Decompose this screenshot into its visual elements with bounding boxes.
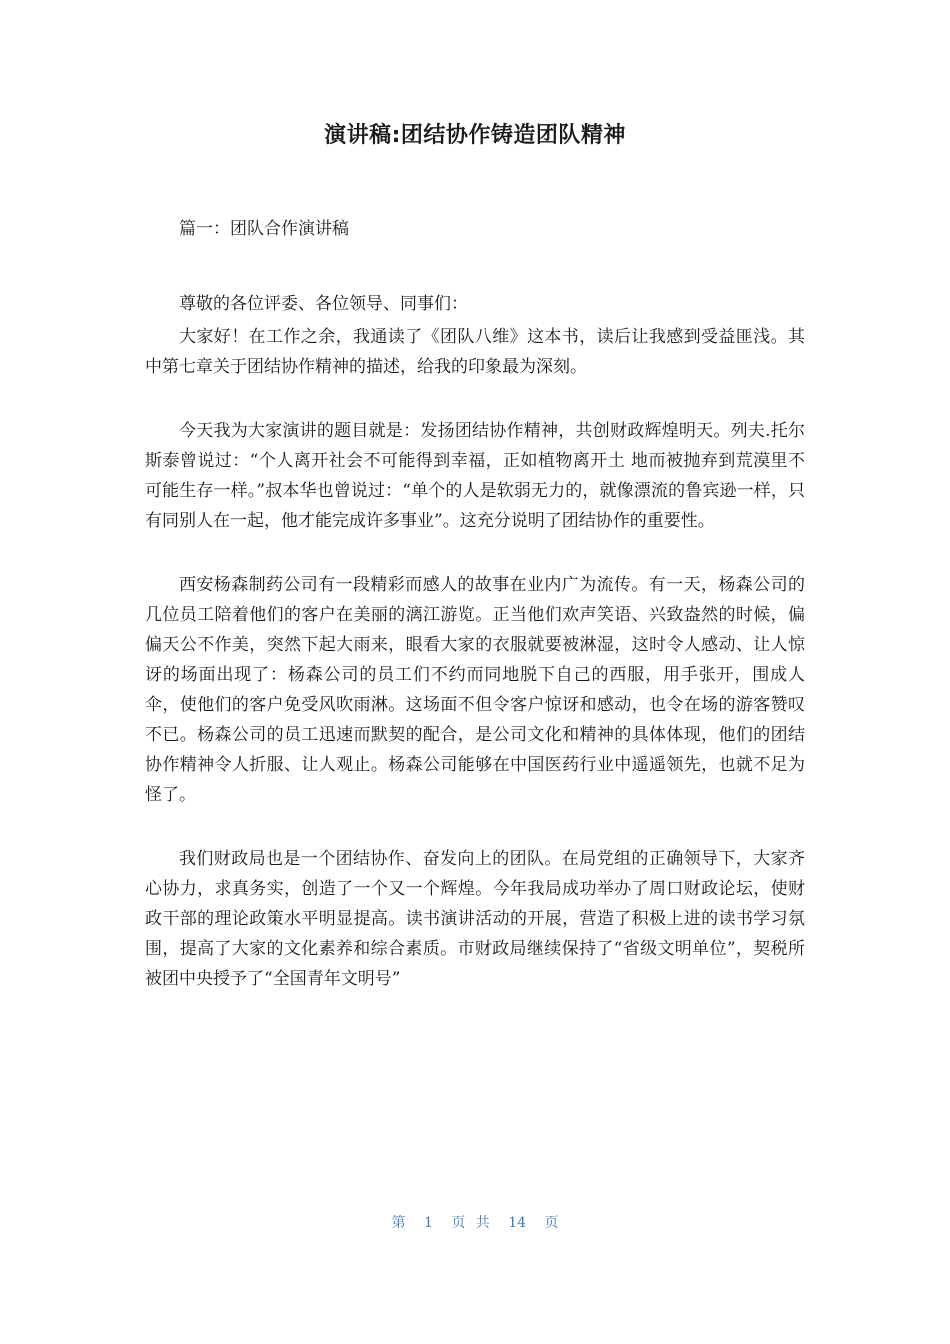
paragraph-4: 我们财政局也是一个团结协作、奋发向上的团队。在局党组的正确领导下，大家齐心协力，求真务实，创造了一个又一个辉煌。今年我局成功举办了周口财政论坛，使财政干部的理论政策水平明显提高。读书演讲活动的开展，营造了积极上进的读书学习氛围，提高了大家的文化素养和综合素质。市财政局继续保持了“省级文明单位”，契税所被团中央授予了“全国青年文明号” (145, 849, 805, 989)
document-body (145, 214, 805, 994)
footer-ye2: 页 (544, 1215, 559, 1231)
salutation: 尊敬的各位评委、各位领导、同事们： (179, 294, 468, 314)
footer-page-number: 1 (423, 1215, 433, 1231)
footer-gong: 共 (475, 1215, 490, 1231)
footer-di: 第 (391, 1215, 406, 1231)
paragraph-3: 西安杨森制药公司有一段精彩而感人的故事在业内广为流传。有一天，杨森公司的几位员工陪着他们的客户在美丽的漓江游览。正当他们欢声笑语、兴致盎然的时候，偏偏天公不作美，突然下起大雨来，眼看大家的衣服就要被淋湿，这时令人感动、让人惊讶的场面出现了：杨森公司的员工们不约而同地脱下自己的西服，用手张开，围成人伞，使他们的客户免受风吹雨淋。这场面不但令客户惊讶和感动，也令在场的游客赞叹不已。杨森公司的员工迅速而默契的配合，是公司文化和精神的具体体现，他们的团结协作精神令人折服、让人观止。杨森公司能够在中国医药行业中遥遥领先，也就不足为怪了。 (145, 575, 805, 805)
footer-total-pages: 14 (508, 1215, 527, 1231)
section-heading: 篇一：团队合作演讲稿 (179, 219, 349, 239)
document-title: 演讲稿:团结协作铸造团队精神 (324, 123, 626, 148)
paragraph-2: 今天我为大家演讲的题目就是：发扬团结协作精神，共创财政辉煌明天。列夫.托尔斯泰曾说过：“个人离开社会不可能得到幸福，正如植物离开土 地而被抛弃到荒漠里不可能生存一样。”叔本华也曾说过：“单个的人是软弱无力的，就像漂流的鲁宾逊一样，只有同别人在一起，他才能完成许多事业”。这充分说明了团结协作的重要性。 (145, 421, 805, 531)
paragraph-1: 大家好！在工作之余，我通读了《团队八维》这本书，读后让我感到受益匪浅。其中第七章关于团结协作精神的描述，给我的印象最为深刻。 (145, 327, 805, 377)
page-footer (0, 1212, 950, 1232)
footer-ye: 页 (451, 1215, 466, 1231)
